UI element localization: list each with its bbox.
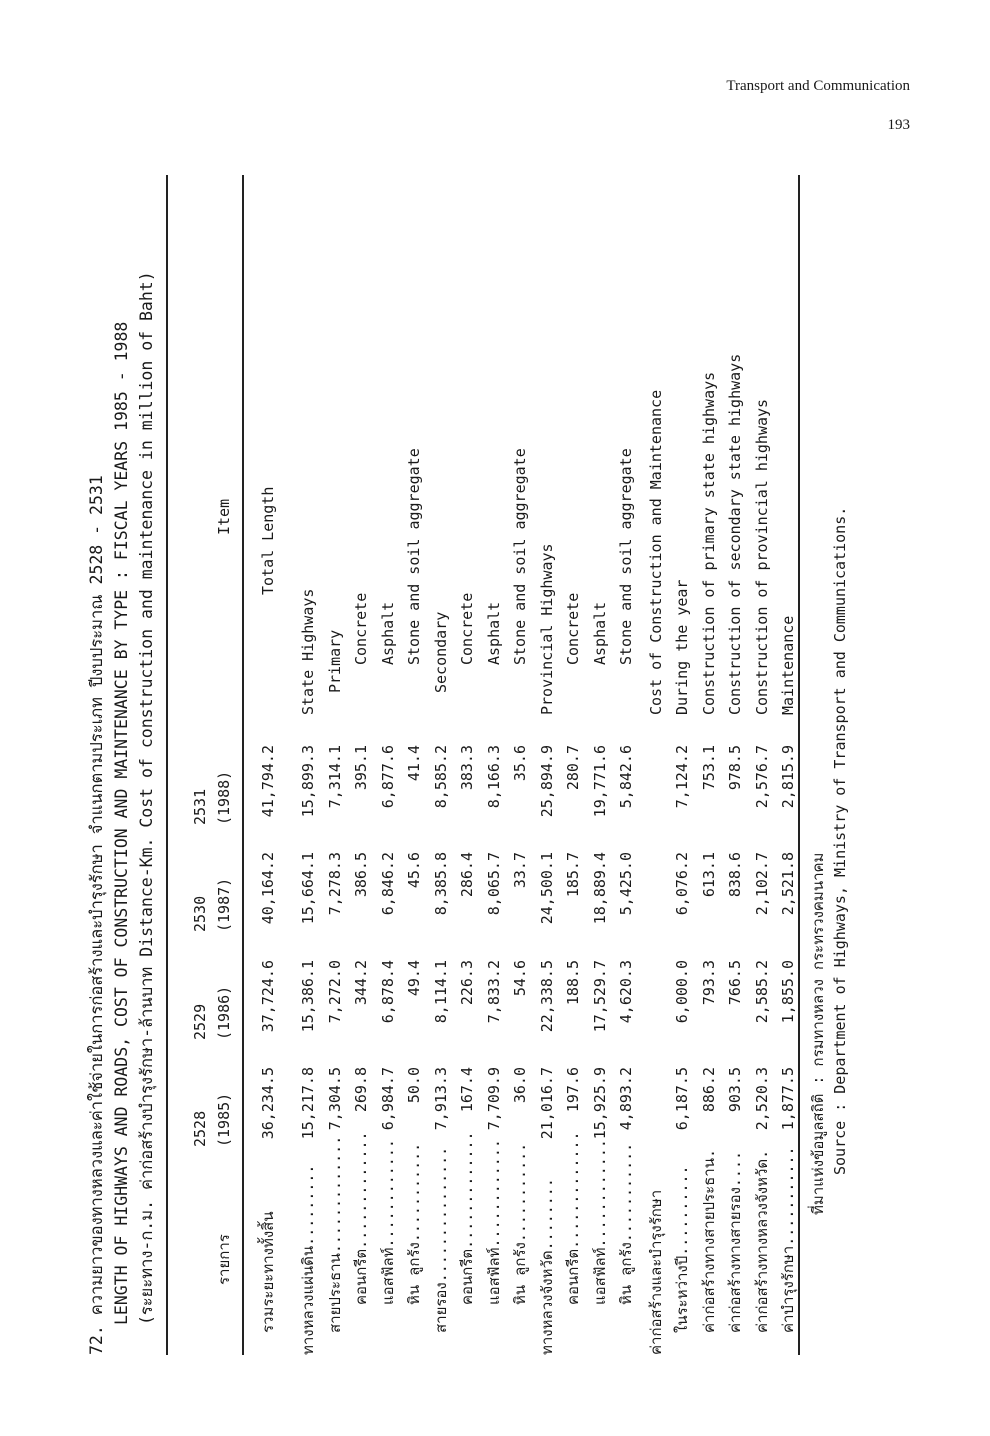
row-value: 21,016.7 bbox=[537, 1067, 556, 1140]
row-value: 1,855.0 bbox=[779, 960, 797, 1024]
page-number: 193 bbox=[887, 117, 910, 133]
row-label-thai: ค่าก่อสร้างทางสายประธาน. bbox=[699, 1148, 718, 1333]
row-value: 7,278.3 bbox=[325, 852, 344, 916]
row-value: 2,102.7 bbox=[752, 852, 771, 916]
top-rule bbox=[166, 175, 168, 1355]
row-label-english: Concrete bbox=[352, 592, 370, 665]
row-value: 6,846.2 bbox=[378, 852, 397, 916]
row-label-english: Asphalt bbox=[590, 601, 609, 665]
row-value: 15,217.8 bbox=[299, 1067, 317, 1140]
year-ce: (1987) bbox=[215, 877, 233, 932]
row-value: 4,620.3 bbox=[617, 960, 635, 1024]
row-value: 886.2 bbox=[699, 1067, 718, 1113]
row-label-english: Stone and soil aggregate bbox=[405, 448, 423, 665]
row-value: 2,520.3 bbox=[752, 1067, 771, 1131]
row-value: 344.2 bbox=[352, 960, 370, 1006]
row-value: 167.4 bbox=[458, 1067, 476, 1113]
row-value: 838.6 bbox=[726, 852, 744, 898]
row-value: 8,385.8 bbox=[431, 852, 450, 916]
row-label-english: Asphalt bbox=[378, 601, 397, 665]
row-value: 41.4 bbox=[405, 745, 423, 782]
row-value: 50.0 bbox=[405, 1067, 423, 1104]
row-value: 6,877.6 bbox=[378, 745, 397, 809]
row-label-english: Stone and soil aggregate bbox=[511, 448, 529, 665]
rotated-table bbox=[70, 175, 850, 1355]
row-value: 49.4 bbox=[405, 960, 423, 997]
table-row bbox=[455, 175, 479, 1355]
row-value: 6,984.7 bbox=[378, 1067, 397, 1131]
row-value: 8,585.2 bbox=[431, 745, 450, 809]
row-label-english: Construction of primary state highways bbox=[699, 371, 718, 715]
section-title: Transport and Communication bbox=[726, 78, 910, 94]
row-label-english: State Highways bbox=[299, 588, 317, 715]
row-value: 7,124.2 bbox=[673, 745, 691, 809]
row-label-thai: สายประธาน............. bbox=[325, 1135, 344, 1333]
row-value: 753.1 bbox=[699, 745, 718, 791]
row-value: 2,521.8 bbox=[779, 852, 797, 916]
row-value: 6,076.2 bbox=[673, 852, 691, 916]
row-value: 613.1 bbox=[699, 852, 718, 898]
row-label-thai: ทางหลวงจังหวัด........ bbox=[537, 1178, 556, 1355]
total-row bbox=[256, 175, 280, 1355]
row-value: 15,899.3 bbox=[299, 745, 317, 818]
row-value: 45.6 bbox=[405, 852, 423, 889]
row-value: 269.8 bbox=[352, 1067, 370, 1113]
row-value: 280.7 bbox=[564, 745, 582, 791]
row-label-thai: คอนกรีต............. bbox=[458, 1131, 476, 1305]
row-value: 188.5 bbox=[564, 960, 582, 1006]
row-value: 7,913.3 bbox=[431, 1067, 450, 1131]
year-ce: (1986) bbox=[215, 985, 233, 1040]
cost-header-english: Cost of Construction and Maintenance bbox=[647, 389, 665, 715]
year-ce: (1988) bbox=[215, 770, 233, 825]
row-value: 19,771.6 bbox=[590, 745, 609, 818]
row-value: 7,314.1 bbox=[325, 745, 344, 809]
table-row bbox=[750, 175, 774, 1355]
source-english: Source : Department of Highways, Ministry of Transport and Communications. bbox=[831, 506, 849, 1175]
table-row bbox=[482, 175, 506, 1355]
header-rule bbox=[242, 175, 244, 1355]
table-row bbox=[776, 175, 800, 1355]
table-row bbox=[429, 175, 453, 1355]
row-value: 185.7 bbox=[564, 852, 582, 898]
row-value: 54.6 bbox=[511, 960, 529, 997]
row-label-thai: คอนกรีต............. bbox=[352, 1131, 370, 1305]
table-row bbox=[349, 175, 373, 1355]
source-thai: ที่มาแห่งข้อมูลสถิติ : กรมทางหลวง กระทรวงคมนาคม bbox=[809, 852, 827, 1215]
total-value: 41,794.2 bbox=[259, 745, 277, 818]
cost-header-row bbox=[644, 175, 668, 1355]
row-value: 383.3 bbox=[458, 745, 476, 791]
row-value: 33.7 bbox=[511, 852, 529, 889]
row-value: 36.0 bbox=[511, 1067, 529, 1104]
row-value: 226.3 bbox=[458, 960, 476, 1006]
bottom-rule bbox=[798, 175, 800, 1355]
row-value: 2,585.2 bbox=[752, 960, 771, 1024]
table-row bbox=[296, 175, 320, 1355]
table-title bbox=[84, 271, 159, 1355]
row-label-thai: ในระหว่างปี.......... bbox=[673, 1165, 691, 1333]
table-row bbox=[323, 175, 347, 1355]
row-value: 8,114.1 bbox=[431, 960, 450, 1024]
row-value: 793.3 bbox=[699, 960, 718, 1006]
title-english: LENGTH OF HIGHWAYS AND ROADS, COST OF CONSTRUCTION AND MAINTENANCE BY TYPE : FISCAL YEARS 1985 - 1988 bbox=[112, 321, 131, 1325]
table-row bbox=[402, 175, 426, 1355]
row-value: 17,529.7 bbox=[590, 960, 609, 1033]
row-value: 35.6 bbox=[511, 745, 529, 782]
row-value: 7,709.9 bbox=[484, 1067, 503, 1131]
cost-header-thai: ค่าก่อสร้างและบำรุงรักษา bbox=[647, 1189, 665, 1355]
row-value: 395.1 bbox=[352, 745, 370, 791]
row-value: 7,833.2 bbox=[484, 960, 503, 1024]
row-value: 766.5 bbox=[726, 960, 744, 1006]
row-label-english: Concrete bbox=[458, 592, 476, 665]
row-value: 6,187.5 bbox=[673, 1067, 691, 1131]
row-label-thai: ค่าก่อสร้างทางสายรอง.... bbox=[726, 1150, 744, 1333]
year-be: 2529 bbox=[191, 1003, 209, 1040]
table-row bbox=[723, 175, 747, 1355]
row-value: 978.5 bbox=[726, 745, 744, 791]
table-row bbox=[376, 175, 400, 1355]
row-value: 15,386.1 bbox=[299, 960, 317, 1033]
row-value: 18,889.4 bbox=[590, 852, 609, 925]
row-value: 25,894.9 bbox=[537, 745, 556, 818]
year-be: 2530 bbox=[191, 895, 209, 932]
row-value: 6,000.0 bbox=[673, 960, 691, 1024]
row-label-english: Stone and soil aggregate bbox=[617, 448, 635, 665]
row-value: 24,500.1 bbox=[537, 852, 556, 925]
table-row bbox=[614, 175, 638, 1355]
row-value: 7,304.5 bbox=[325, 1067, 344, 1131]
row-label-english: Maintenance bbox=[779, 615, 797, 715]
total-value: 37,724.6 bbox=[259, 960, 277, 1033]
title-thai: 72. ความยาวของทางหลวงและค่าใช้จ่ายในการก่อสร้างและบำรุงรักษา จำแนกตามประเภท ปีงบประมาณ 2528 - 2531 bbox=[87, 475, 106, 1355]
year-ce: (1985) bbox=[215, 1092, 233, 1147]
total-label-thai: รวมระยะทางทั้งสิ้น bbox=[259, 1211, 277, 1333]
table-row bbox=[508, 175, 532, 1355]
row-label-english: Primary bbox=[325, 629, 344, 693]
row-value: 5,425.0 bbox=[617, 852, 635, 916]
row-label-thai: แอสฟัลท์............ bbox=[590, 1139, 609, 1305]
row-value: 197.6 bbox=[564, 1067, 582, 1113]
row-label-thai: หิน ลูกรัง........... bbox=[511, 1142, 529, 1305]
row-label-thai: ค่าก่อสร้างทางหลวงจังหวัด. bbox=[752, 1149, 771, 1333]
row-label-thai: ทางหลวงแผ่นดิน......... bbox=[299, 1164, 317, 1355]
total-value: 36,234.5 bbox=[259, 1067, 277, 1140]
row-value: 15,664.1 bbox=[299, 852, 317, 925]
header-item-english: Item bbox=[215, 498, 233, 535]
row-label-thai: หิน ลูกรัง........... bbox=[617, 1142, 635, 1305]
row-value: 15,925.9 bbox=[590, 1067, 609, 1140]
row-value: 4,893.2 bbox=[617, 1067, 635, 1131]
row-value: 8,065.7 bbox=[484, 852, 503, 916]
year-be: 2528 bbox=[191, 1110, 209, 1147]
row-value: 2,576.7 bbox=[752, 745, 771, 809]
row-value: 8,166.3 bbox=[484, 745, 503, 809]
header-item-thai: รายการ bbox=[215, 1234, 233, 1285]
row-value: 22,338.5 bbox=[537, 960, 556, 1033]
table-row bbox=[535, 175, 559, 1355]
row-label-english: During the year bbox=[673, 579, 691, 715]
row-value: 6,878.4 bbox=[378, 960, 397, 1024]
total-value: 40,164.2 bbox=[259, 852, 277, 925]
year-be: 2531 bbox=[191, 788, 209, 825]
row-label-thai: สายรอง............... bbox=[431, 1146, 450, 1333]
header-years-ce bbox=[212, 175, 236, 1355]
page-header bbox=[726, 78, 910, 134]
row-label-thai: แอสฟัลท์............ bbox=[378, 1139, 397, 1305]
row-value: 286.4 bbox=[458, 852, 476, 898]
row-label-thai: หิน ลูกรัง........... bbox=[405, 1142, 423, 1305]
table-row bbox=[670, 175, 694, 1355]
row-label-english: Concrete bbox=[564, 592, 582, 665]
table-row bbox=[697, 175, 721, 1355]
row-value: 903.5 bbox=[726, 1067, 744, 1113]
header-years-be bbox=[188, 175, 212, 1355]
total-label-english: Total Length bbox=[259, 486, 277, 595]
row-label-thai: แอสฟัลท์............ bbox=[484, 1139, 503, 1305]
table-row bbox=[561, 175, 585, 1355]
row-value: 2,815.9 bbox=[779, 745, 797, 809]
row-label-english: Provincial Highways bbox=[537, 543, 556, 715]
title-units: (ระยะทาง-ก.ม. ค่าก่อสร้างบำรุงรักษา-ล้านบาท Distance-Km. Cost of construction and maintenance in million of Baht) bbox=[137, 271, 156, 1325]
row-label-thai: คอนกรีต............. bbox=[564, 1131, 582, 1305]
row-value: 386.5 bbox=[352, 852, 370, 898]
row-label-thai: ค่าบำรุงรักษา........... bbox=[779, 1146, 797, 1333]
row-value: 5,842.6 bbox=[617, 745, 635, 809]
row-label-english: Secondary bbox=[431, 611, 450, 693]
row-value: 7,272.0 bbox=[325, 960, 344, 1024]
row-label-english: Construction of secondary state highways bbox=[726, 353, 744, 715]
row-label-english: Asphalt bbox=[484, 601, 503, 665]
row-label-english: Construction of provincial highways bbox=[752, 398, 771, 715]
table-row bbox=[588, 175, 612, 1355]
row-value: 1,877.5 bbox=[779, 1067, 797, 1131]
